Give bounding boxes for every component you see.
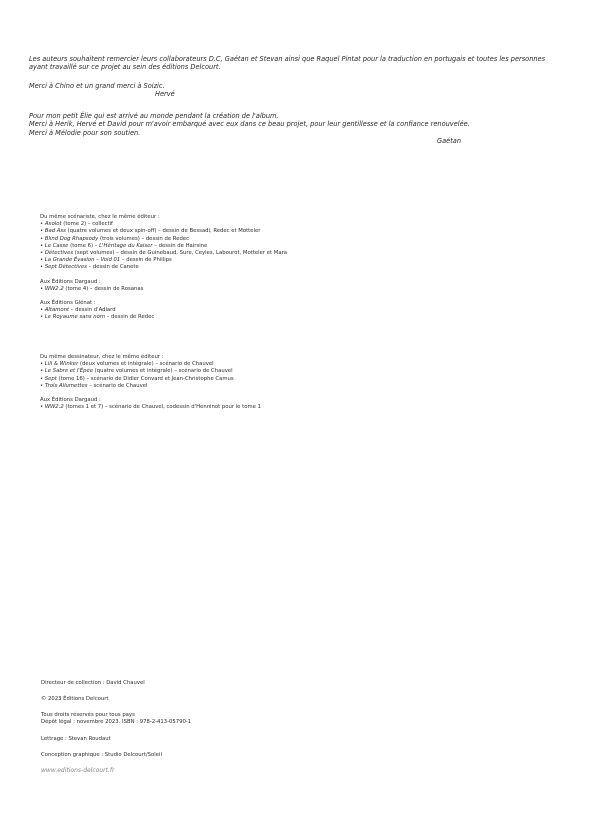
list-item: • WW2.2 (tomes 1 et 7) – scénario de Chauvel, codessin d'Henninot pour le tome 1 [40,404,261,411]
list-item: • Sept Détectives – dessin de Canete [40,264,139,271]
legal-deposit-line: Dépôt légal : novembre 2023. ISBN : 978-2-413-05790-1 [41,719,192,726]
lettering-credit: Lettrage : Stevan Roudaut [41,736,111,742]
ack-line: Merci à Mélodie pour son soutien. [29,128,141,137]
list-item: • Bad Ass (quatre volumes et deux spin-off) – dessin de Bessadi, Redec et Motteler [40,228,261,235]
list-item: • Détectives (sept volumes) – dessin de Guinebaud, Sure, Ceyles, Labourot, Motteler et Mara [40,250,288,257]
list-item: • Blind Dog Rhapsody (trois volumes) – dessin de Redec [40,235,190,242]
list-item: • Axolot (tome 2) – collectif [40,221,113,228]
ack-line: ayant travaillé sur ce projet au sein des éditions Delcourt. [29,63,221,72]
rights-line: Tous droits réservés pour tous pays [41,712,135,718]
list-item: • WW2.2 (tome 4) – dessin de Rosanas [40,285,144,292]
list-item: • Le Sabre et l'Épée (quatre volumes et intégrale) – scénario de Chauvel [40,368,233,375]
glenat-heading: Aux Éditions Glénat : [40,300,96,307]
scenarist-heading: Du même scénariste, chez le même éditeur : [40,214,160,220]
dargaud-heading: Aux Éditions Dargaud : [40,397,101,404]
list-item: • Lili & Winker (deux volumes et intégrale) – scénario de Chauvel [40,361,214,368]
ack-line: Merci à Herik, Hervé et David pour m'avoir embarqué avec eux dans ce beau projet, pour leur gentillesse et la confiance renouvelée. [29,120,470,129]
list-item: • Trois Allumettes – scénario de Chauvel [40,382,148,389]
list-item: • Le Royaume sans nom – dessin de Redec [40,314,155,321]
herve-signature: Hervé [155,90,175,98]
list-item: • Altamont – dessin d'Adlard [40,307,116,314]
authors-acknowledgement [29,55,545,72]
collection-director: Directeur de collection : David Chauvel [41,680,145,686]
ack-line: Les auteurs souhaitent remercier leurs collaborateurs D.C, Gaétan et Stevan ainsi que Raquel Pintat pour la traduction en portugais et toutes les personnes [29,55,546,63]
website-link[interactable]: www.editions-delcourt.fr [41,767,115,774]
scenarist-bibliography [40,214,287,322]
design-credit: Conception graphique : Studio Delcourt/Soleil [41,752,162,758]
dargaud-heading: Aux Éditions Dargaud : [40,278,101,285]
list-item: • Sept (tome 16) – scénario de Didier Convard et Jean-Christophe Camus [40,375,234,382]
herve-thanks: Merci à Chino et un grand merci à Soizic. [29,82,165,90]
artist-heading: Du même dessinateur, chez le même éditeur : [40,354,164,360]
gaetan-signature: Gaétan [437,137,462,145]
copyright: © 2023 Éditions Delcourt [41,696,109,702]
ack-line: Pour mon petit Élie qui est arrivé au monde pendant la création de l'album. [29,112,279,120]
list-item: • La Grande Évasion – Void 01 – dessin de Phillips [40,257,172,264]
gaetan-dedication [29,112,470,137]
list-item: • Le Casse (tome 6) – L'Héritage du Kaiser – dessin de Hairsine [40,242,208,249]
rights-block [41,712,191,726]
artist-bibliography [40,354,261,411]
